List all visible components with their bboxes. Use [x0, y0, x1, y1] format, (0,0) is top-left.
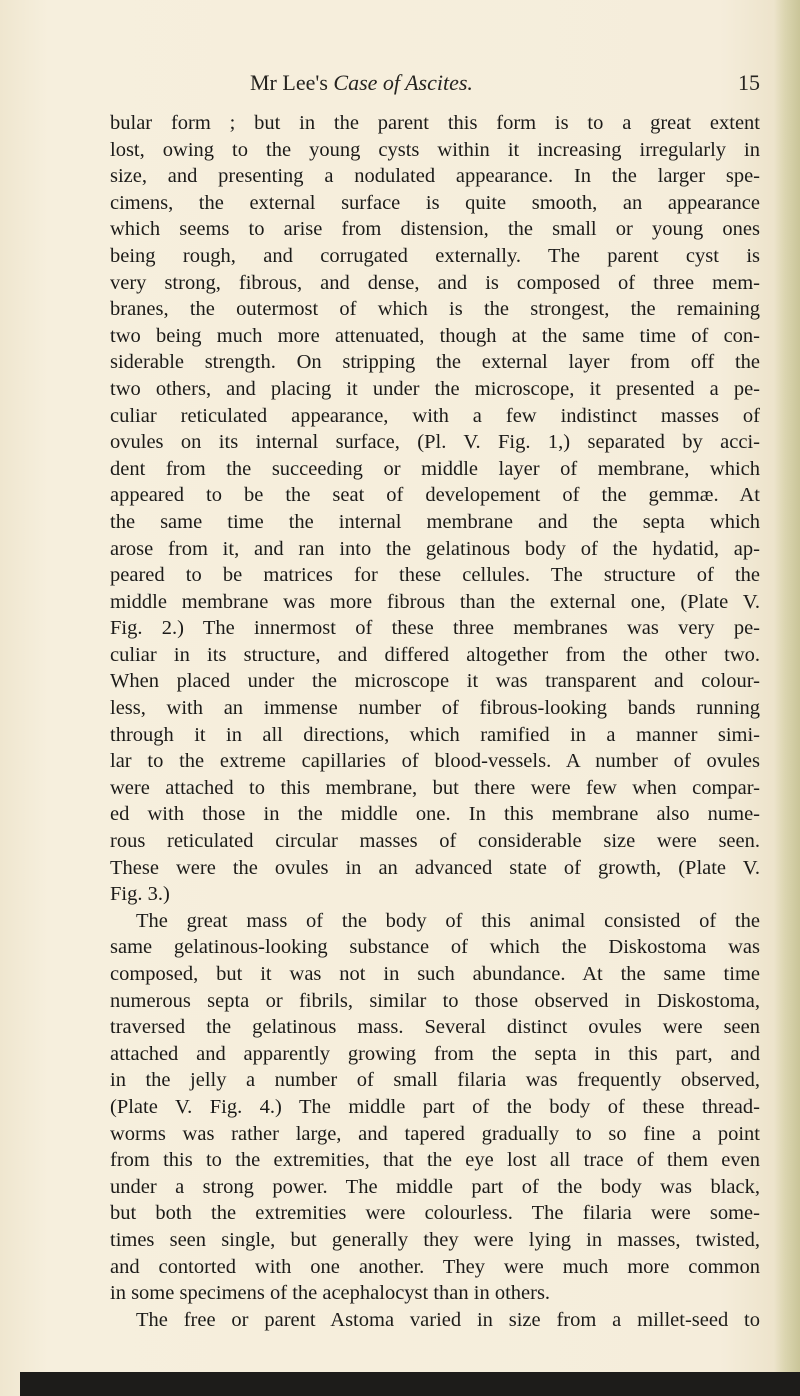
text-line: lar to the extreme capillaries of blood-vessels. A number of ovules — [110, 750, 760, 773]
text-line: worms was rather large, and tapered gradually to so fine a point — [110, 1122, 760, 1145]
text-line: Fig. 3.) — [110, 883, 170, 906]
text-line: being rough, and corrugated externally. The parent cyst is — [110, 244, 760, 267]
text-line: under a strong power. The middle part of the body was black, — [110, 1175, 760, 1198]
text-line: peared to be matrices for these cellules. The structure of the — [110, 564, 760, 587]
text-line: attached and apparently growing from the septa in this part, and — [110, 1042, 760, 1065]
text-line: siderable strength. On stripping the external layer from off the — [110, 351, 760, 374]
text-line: the same time the internal membrane and the septa which — [110, 510, 760, 533]
text-line: culiar in its structure, and differed altogether from the other two. — [110, 643, 760, 666]
text-line: two others, and placing it under the microscope, it presented a pe- — [110, 377, 760, 400]
scan-bottom-edge — [20, 1372, 800, 1396]
text-line: but both the extremities were colourless. The filaria were some- — [110, 1202, 760, 1225]
text-line: dent from the succeeding or middle layer of membrane, which — [110, 457, 760, 480]
text-line: rous reticulated circular masses of considerable size were seen. — [110, 830, 760, 853]
text-line: ovules on its internal surface, (Pl. V. Fig. 1,) separated by acci- — [110, 431, 760, 454]
page-edge-shadow — [774, 0, 800, 1396]
text-line: (Plate V. Fig. 4.) The middle part of the body of these thread- — [110, 1095, 760, 1118]
text-line: two being much more attenuated, though at the same time of con- — [110, 324, 760, 347]
text-line: less, with an immense number of fibrous-looking bands running — [110, 697, 760, 720]
text-line: through it in all directions, which ramified in a manner simi- — [110, 723, 760, 746]
running-head-author: Mr Lee's — [250, 70, 328, 95]
text-line: The free or parent Astoma varied in size from a millet-seed to — [136, 1308, 760, 1331]
text-line: in some specimens of the acephalocyst than in others. — [110, 1282, 551, 1305]
text-line: composed, but it was not in such abundance. At the same time — [110, 963, 760, 985]
text-line: The great mass of the body of this animal consisted of the — [136, 909, 760, 932]
text-line: and contorted with one another. They were much more common — [110, 1255, 760, 1278]
text-line: times seen single, but generally they were lying in masses, twisted, — [110, 1228, 760, 1251]
text-line: numerous septa or fibrils, similar to those observed in Diskostoma, — [110, 989, 760, 1012]
text-line: from this to the extremities, that the eye lost all trace of them even — [110, 1149, 760, 1172]
page-header — [72, 62, 760, 102]
text-line: in the jelly a number of small filaria was frequently observed, — [110, 1069, 760, 1092]
page-number: 15 — [738, 70, 760, 95]
text-line: cimens, the external surface is quite smooth, an appearance — [110, 191, 760, 214]
running-head-title: Case of Ascites. — [333, 70, 473, 95]
body-text — [110, 110, 760, 1333]
text-line: When placed under the microscope it was transparent and colour- — [110, 670, 760, 693]
text-line: middle membrane was more fibrous than the external one, (Plate V. — [110, 590, 760, 613]
text-line: These were the ovules in an advanced state of growth, (Plate V. — [110, 856, 760, 879]
text-line: bular form ; but in the parent this form is to a great extent — [110, 112, 760, 134]
text-line: appeared to be the seat of developement of the gemmæ. At — [110, 484, 760, 507]
text-line: very strong, fibrous, and dense, and is composed of three mem- — [110, 271, 760, 294]
text-line: branes, the outermost of which is the strongest, the remaining — [110, 298, 760, 321]
text-line: traversed the gelatinous mass. Several distinct ovules were seen — [110, 1016, 760, 1039]
text-line: culiar reticulated appearance, with a few indistinct masses of — [110, 404, 760, 427]
text-line: Fig. 2.) The innermost of these three membranes was very pe- — [110, 617, 760, 640]
text-line: lost, owing to the young cysts within it increasing irregularly in — [110, 138, 760, 161]
text-line: were attached to this membrane, but there were few when compar- — [110, 776, 760, 799]
text-line: ed with those in the middle one. In this membrane also nume- — [110, 803, 760, 826]
text-line: arose from it, and ran into the gelatinous body of the hydatid, ap- — [110, 537, 760, 560]
text-line: size, and presenting a nodulated appearance. In the larger spe- — [110, 165, 760, 188]
running-head — [250, 70, 473, 96]
text-line: which seems to arise from distension, the small or young ones — [110, 218, 760, 241]
text-line: same gelatinous-looking substance of which the Diskostoma was — [110, 936, 760, 959]
